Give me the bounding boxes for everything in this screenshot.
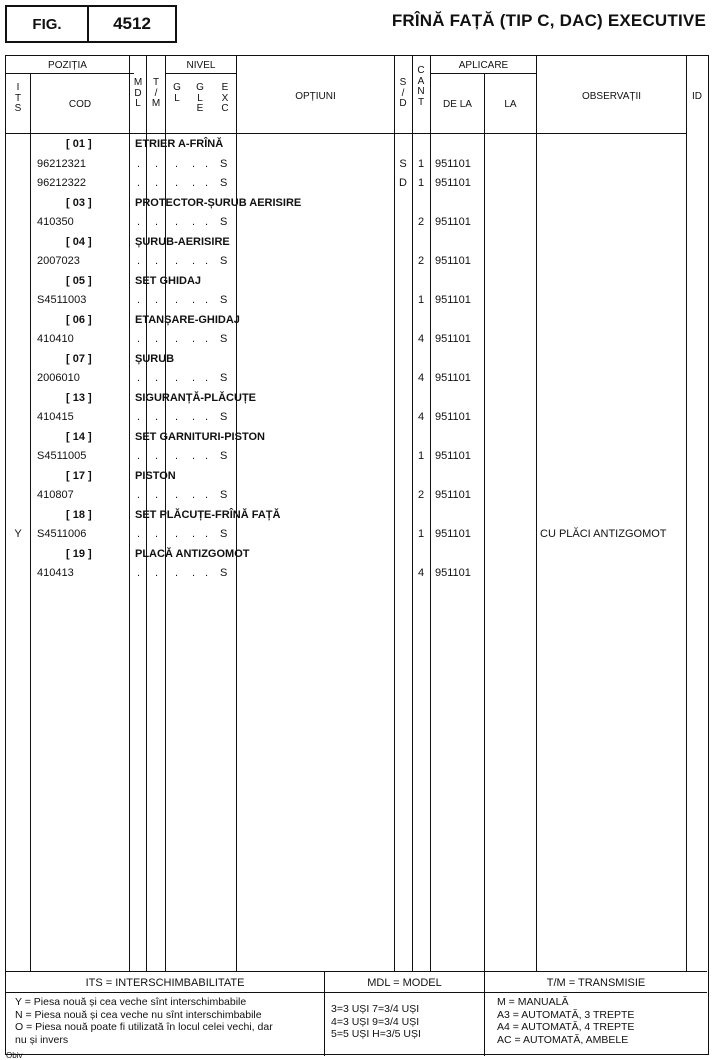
level-dot: .: [205, 333, 209, 345]
level-dot: .: [192, 528, 196, 540]
group-name: ȘURUB-AERISIRE: [135, 235, 230, 248]
figure-box: [5, 5, 177, 43]
position-number: [ 18 ]: [66, 508, 92, 521]
parts-table: [5, 55, 709, 1055]
from-date: 951101: [435, 216, 471, 228]
level-dot: .: [192, 567, 196, 579]
quantity-value: 1: [417, 528, 425, 540]
level-dot: .: [155, 450, 159, 462]
group-name: PLACĂ ANTIZGOMOT: [135, 547, 250, 560]
quantity-value: 2: [417, 255, 425, 267]
header-gl: G L: [173, 82, 181, 104]
level-dot: .: [192, 372, 196, 384]
part-code: 410807: [37, 489, 74, 501]
position-number: [ 03 ]: [66, 196, 92, 209]
level-dot: .: [137, 489, 141, 501]
legend-tm-line: M = MANUALĂ: [497, 996, 569, 1008]
exc-value: S: [220, 216, 228, 228]
level-dot: .: [205, 294, 209, 306]
quantity-value: 4: [417, 411, 425, 423]
level-dot: .: [155, 216, 159, 228]
level-dot: .: [155, 372, 159, 384]
level-dot: .: [192, 157, 196, 170]
from-date: 951101: [435, 177, 471, 189]
legend-mdl-title: MDL = MODEL: [367, 977, 442, 989]
group-name: SET PLĂCUȚE-FRÎNĂ FAȚĂ: [135, 508, 281, 521]
exc-value: S: [220, 255, 228, 267]
level-dot: .: [205, 177, 209, 189]
exc-value: S: [220, 372, 228, 384]
level-dot: .: [155, 294, 159, 306]
group-name: ETANȘARE-GHIDAJ: [135, 313, 240, 326]
figure-label: FIG.: [32, 15, 62, 33]
level-dot: .: [137, 450, 141, 462]
legend-tm-title: T/M = TRANSMISIE: [546, 977, 646, 989]
from-date: 951101: [435, 489, 471, 501]
position-number: [ 14 ]: [66, 430, 92, 443]
quantity-value: 4: [417, 372, 425, 384]
exc-value: S: [220, 567, 228, 579]
from-date: 951101: [435, 411, 471, 423]
header-sd: S / D: [399, 77, 407, 109]
part-code: 410410: [37, 333, 74, 345]
level-dot: .: [205, 157, 209, 170]
position-number: [ 04 ]: [66, 235, 92, 248]
position-number: [ 19 ]: [66, 547, 92, 560]
quantity-value: 2: [417, 489, 425, 501]
group-name: PISTON: [135, 469, 176, 482]
header-id: ID: [692, 91, 702, 102]
quantity-value: 2: [417, 216, 425, 228]
level-dot: .: [137, 157, 141, 170]
from-date: 951101: [435, 157, 471, 170]
header-tm: T / M: [151, 77, 161, 109]
quantity-value: 4: [417, 567, 425, 579]
level-dot: .: [137, 333, 141, 345]
from-date: 951101: [435, 333, 471, 345]
group-name: PROTECTOR-ȘURUB AERISIRE: [135, 196, 302, 209]
legend-top-line: [6, 971, 707, 972]
position-number: [ 01 ]: [66, 138, 92, 150]
part-code: 96212322: [37, 177, 86, 189]
part-code: S4511003: [37, 294, 87, 306]
group-name: SIGURANȚĂ-PLĂCUȚE: [135, 391, 256, 404]
level-dot: .: [175, 294, 179, 306]
level-dot: .: [175, 567, 179, 579]
header-mdl: M D L: [133, 77, 143, 109]
level-dot: .: [205, 567, 209, 579]
level-dot: .: [205, 411, 209, 423]
level-dot: .: [175, 411, 179, 423]
from-date: 951101: [435, 528, 471, 540]
legend-its-lines: [15, 996, 273, 1046]
legend-tm-lines: [497, 996, 634, 1046]
level-dot: .: [205, 372, 209, 384]
level-dot: .: [155, 255, 159, 267]
header-nivel: NIVEL: [186, 60, 216, 71]
level-dot: .: [155, 489, 159, 501]
level-dot: .: [192, 489, 196, 501]
level-dot: .: [192, 177, 196, 189]
observation: CU PLĂCI ANTIZGOMOT: [540, 528, 667, 540]
level-dot: .: [192, 333, 196, 345]
header-observatii: OBSERVAȚII: [581, 91, 642, 102]
header-cant: C A N T: [417, 65, 425, 108]
exc-value: S: [220, 450, 228, 462]
position-number: [ 17 ]: [66, 469, 92, 482]
level-dot: .: [192, 255, 196, 267]
header-optiuni: OPȚIUNI: [295, 91, 336, 102]
level-dot: .: [175, 255, 179, 267]
legend-its-line: nu și invers: [15, 1033, 69, 1046]
level-dot: .: [137, 255, 141, 267]
legend-tm-line: A4 = AUTOMATĂ, 4 TREPTE: [497, 1021, 635, 1033]
header-exc: E X C: [221, 82, 229, 114]
level-dot: .: [205, 255, 209, 267]
position-number: [ 06 ]: [66, 313, 92, 326]
group-name: ȘURUB: [135, 352, 175, 365]
from-date: 951101: [435, 294, 471, 306]
level-dot: .: [205, 216, 209, 228]
level-dot: .: [192, 450, 196, 462]
level-dot: .: [137, 411, 141, 423]
level-dot: .: [192, 411, 196, 423]
quantity-value: 1: [417, 294, 425, 306]
quantity-value: 4: [417, 333, 425, 345]
group-name: ETRIER A-FRÎNĂ: [135, 138, 224, 150]
page-title: FRÎNĂ FAȚĂ (TIP C, DAC) EXECUTIVE: [391, 11, 706, 30]
level-dot: .: [192, 294, 196, 306]
its-value: Y: [14, 528, 22, 540]
legend-mdl-line: 5=5 UȘI H=3/5 UȘI: [331, 1028, 421, 1040]
level-dot: .: [175, 177, 179, 189]
level-dot: .: [155, 177, 159, 189]
level-dot: .: [175, 489, 179, 501]
level-dot: .: [155, 333, 159, 345]
side-value: S: [399, 157, 407, 170]
header-la: LA: [504, 99, 517, 110]
part-code: 410350: [37, 216, 74, 228]
level-dot: .: [137, 216, 141, 228]
quantity-value: 1: [417, 157, 425, 170]
level-dot: .: [137, 528, 141, 540]
level-dot: .: [137, 294, 141, 306]
header-gle: G L E: [196, 82, 204, 114]
level-dot: .: [137, 372, 141, 384]
exc-value: S: [220, 411, 228, 423]
level-dot: .: [155, 567, 159, 579]
level-dot: .: [155, 411, 159, 423]
level-dot: .: [205, 450, 209, 462]
level-dot: .: [155, 157, 159, 170]
part-code: 2006010: [37, 372, 80, 384]
quantity-value: 1: [417, 177, 425, 189]
position-number: [ 13 ]: [66, 391, 92, 404]
header-line-nivel: [166, 73, 236, 74]
from-date: 951101: [435, 450, 471, 462]
group-name: SET GARNITURI-PISTON: [135, 430, 265, 443]
part-code: 410413: [37, 567, 74, 579]
part-code: S4511006: [37, 528, 87, 540]
exc-value: S: [220, 177, 228, 189]
footer-fragment: Obiv: [6, 1051, 23, 1060]
level-dot: .: [175, 333, 179, 345]
position-number: [ 07 ]: [66, 352, 92, 365]
part-code: S4511005: [37, 450, 87, 462]
legend-its-line: Y = Piesa nouă și cea veche sînt interschimbabile: [15, 996, 247, 1008]
header-pozitia: POZIȚIA: [48, 60, 87, 71]
exc-value: S: [220, 528, 228, 540]
part-code: 96212321: [37, 157, 86, 170]
exc-value: S: [220, 333, 228, 345]
level-dot: .: [175, 450, 179, 462]
level-dot: .: [137, 567, 141, 579]
header-de-la: DE LA: [443, 99, 472, 110]
level-dot: .: [137, 177, 141, 189]
level-dot: .: [175, 372, 179, 384]
side-value: D: [399, 177, 407, 189]
from-date: 951101: [435, 567, 471, 579]
figure-number: 4512: [113, 14, 151, 33]
header-aplicare: APLICARE: [458, 60, 509, 71]
level-dot: .: [175, 157, 179, 170]
level-dot: .: [175, 528, 179, 540]
level-dot: .: [205, 528, 209, 540]
group-name: SET GHIDAJ: [135, 274, 202, 287]
legend-tm-line: AC = AUTOMATĂ, AMBELE: [497, 1033, 629, 1046]
exc-value: S: [220, 294, 228, 306]
legend-title-line: [6, 992, 707, 993]
exc-value: S: [220, 157, 228, 170]
level-dot: .: [175, 216, 179, 228]
from-date: 951101: [435, 372, 471, 384]
level-dot: .: [192, 216, 196, 228]
level-dot: .: [155, 528, 159, 540]
part-code: 2007023: [37, 255, 80, 267]
legend-its-line: N = Piesa nouă și cea veche nu sînt interschimbabile: [15, 1008, 262, 1021]
legend-mdl-lines: [331, 1003, 421, 1041]
position-number: [ 05 ]: [66, 274, 92, 287]
legend-mdl-line: 3=3 UȘI 7=3/4 UȘI: [331, 1003, 420, 1015]
header-line-pozitia: [6, 73, 134, 74]
level-dot: .: [205, 489, 209, 501]
legend-tm-line: A3 = AUTOMATĂ, 3 TREPTE: [497, 1008, 635, 1021]
part-code: 410415: [37, 411, 74, 423]
from-date: 951101: [435, 255, 471, 267]
header-its: I T S: [14, 82, 22, 114]
table-body: [6, 134, 706, 970]
quantity-value: 1: [417, 450, 425, 462]
legend-its-line: O = Piesa nouă poate fi utilizată în locul celei vechi, dar: [15, 1021, 273, 1033]
header-cod: COD: [68, 99, 92, 110]
legend-mdl-line: 4=3 UȘI 9=3/4 UȘI: [331, 1015, 420, 1028]
legend-its-title: ITS = INTERSCHIMBABILITATE: [85, 977, 245, 989]
exc-value: S: [220, 489, 228, 501]
